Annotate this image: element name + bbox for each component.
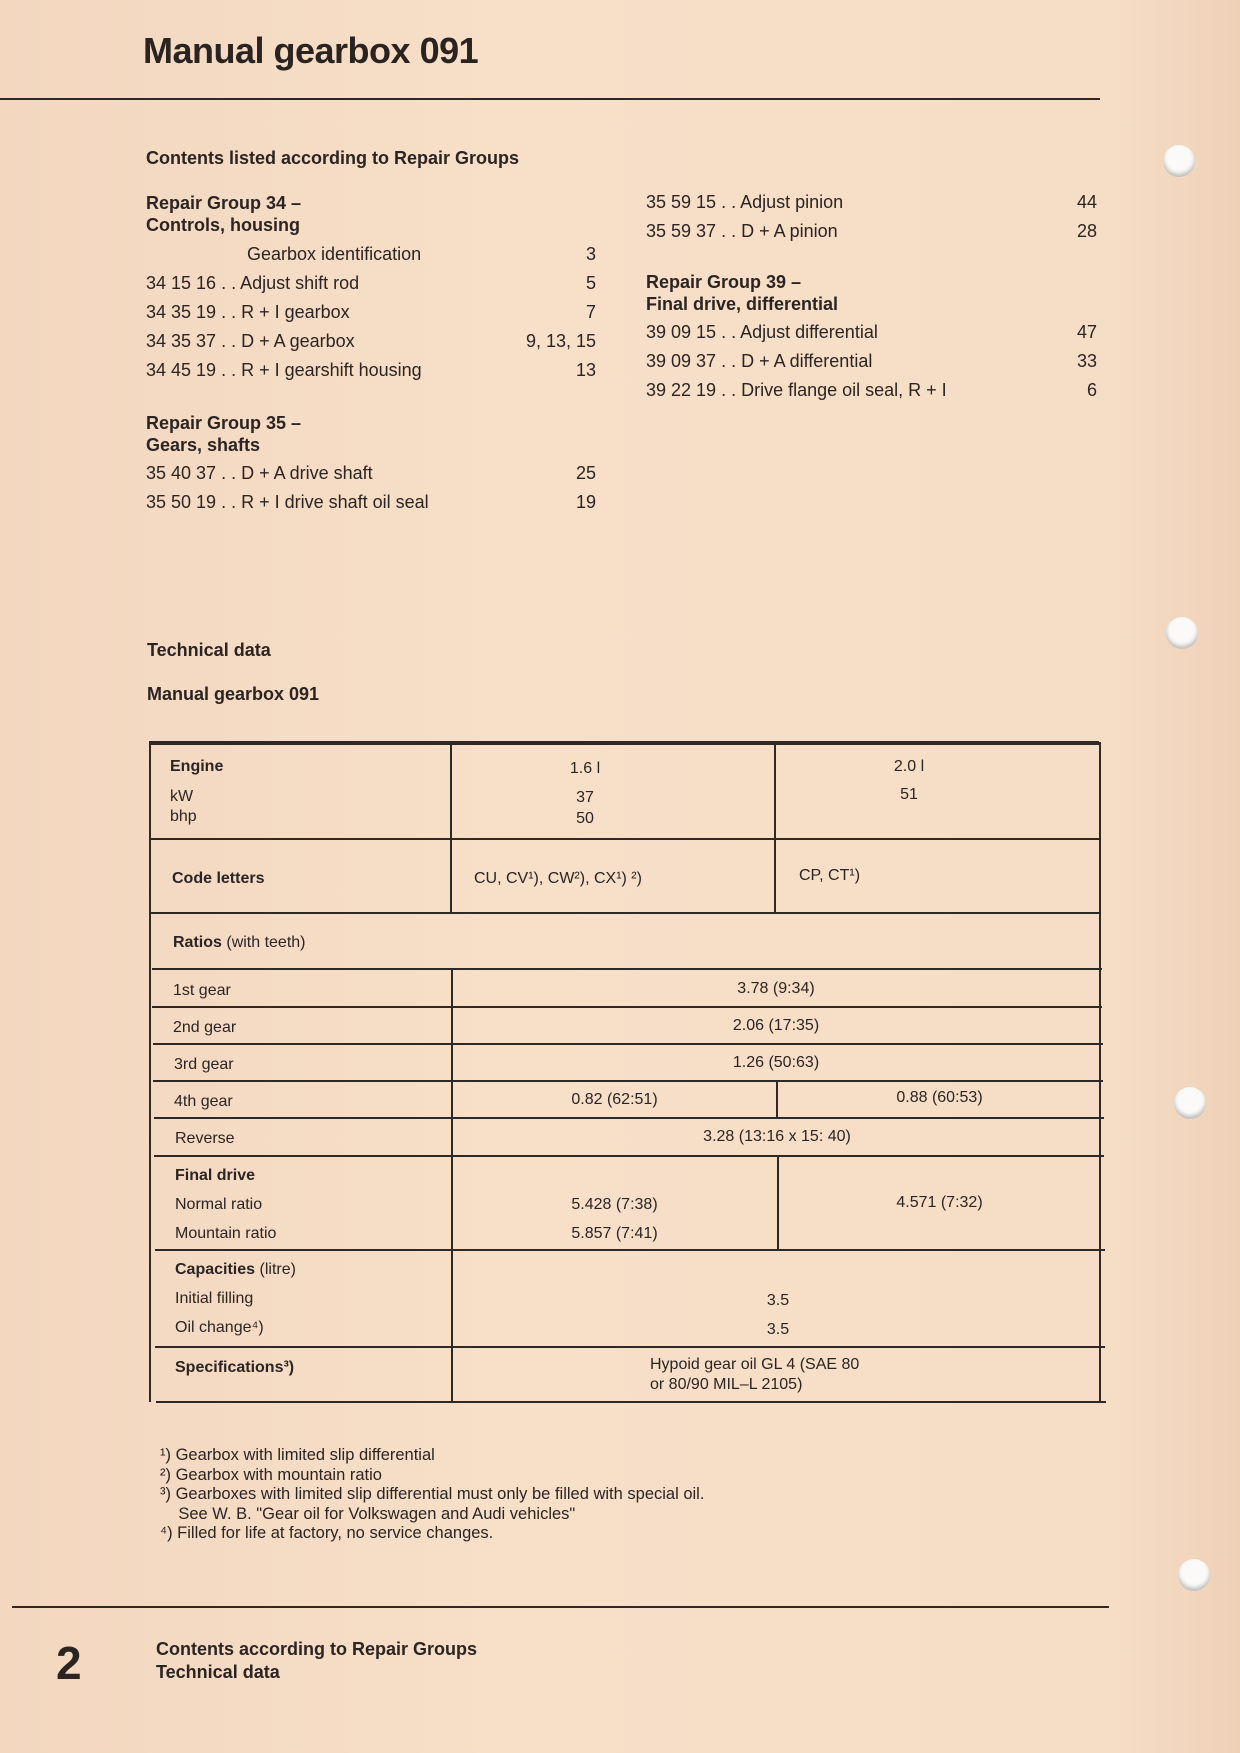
footnote: ⁴) Filled for life at factory, no service changes.	[160, 1524, 494, 1542]
normal-ratio-label: Normal ratio	[175, 1196, 263, 1213]
spec-line1: Hypoid gear oil GL 4 (SAE 80	[650, 1356, 860, 1373]
mountain-ratio-label: Mountain ratio	[175, 1225, 277, 1242]
group-34-title: Repair Group 34 – Controls, housing	[146, 193, 302, 235]
page-ref: 7	[585, 302, 596, 322]
initial-filling-label: Initial filling	[175, 1290, 254, 1307]
engine-a: 1.6 l	[569, 760, 601, 777]
code-label: Code letters	[172, 870, 265, 887]
gear2-value: 2.06 (17:35)	[732, 1017, 820, 1034]
page-ref: 13	[575, 360, 596, 380]
contents-item: 39 22 19 . . Drive flange oil seal, R + I	[646, 380, 947, 400]
kw-label: kW	[170, 788, 194, 805]
gear3-label: 3rd gear	[174, 1056, 234, 1073]
gear4-a: 0.82 (62:51)	[571, 1091, 658, 1108]
initial-filling-value: 3.5	[766, 1292, 790, 1309]
gear1-label: 1st gear	[173, 982, 231, 999]
spec-line2: or 80/90 MIL–L 2105)	[650, 1376, 803, 1393]
gear1-value: 3.78 (9:34)	[737, 980, 815, 997]
page-ref: 19	[575, 492, 596, 512]
code-a: CU, CV¹), CW²), CX¹) ²)	[474, 870, 642, 887]
engine-b: 2.0 l	[893, 758, 925, 775]
contents-heading: Contents listed according to Repair Groups	[146, 148, 520, 168]
footnote: ²) Gearbox with mountain ratio	[160, 1465, 382, 1484]
bhp-a: 50	[576, 810, 594, 827]
footnote: ¹) Gearbox with limited slip differential	[160, 1446, 435, 1464]
contents-item: Gearbox identification	[247, 244, 422, 264]
contents-item: 39 09 15 . . Adjust differential	[646, 322, 878, 342]
footnote: ³) Gearboxes with limited slip differential must only be filled with special oil.	[160, 1485, 705, 1503]
gear4-label: 4th gear	[174, 1093, 233, 1110]
contents-item: 34 35 37 . . D + A gearbox	[146, 331, 355, 351]
oil-change-value: 3.5	[766, 1321, 790, 1338]
punch-hole	[1166, 617, 1198, 649]
page-ref: 28	[1076, 221, 1097, 241]
footnotes	[160, 1446, 704, 1544]
footer-rule	[12, 1606, 1109, 1608]
contents-item: 35 50 19 . . R + I drive shaft oil seal	[146, 492, 429, 512]
reverse-value: 3.28 (13:16 x 15: 40)	[703, 1128, 851, 1145]
punch-hole	[1174, 1087, 1206, 1119]
page-ref: 6	[1086, 380, 1097, 400]
contents-item: 35 40 37 . . D + A drive shaft	[146, 463, 373, 483]
specifications-label: Specifications³)	[175, 1359, 295, 1376]
gear2-label: 2nd gear	[173, 1019, 237, 1036]
reverse-label: Reverse	[175, 1130, 235, 1147]
bhp-label: bhp	[170, 808, 197, 825]
footnote: See W. B. "Gear oil for Volkswagen and Audi vehicles"	[160, 1504, 576, 1523]
normal-ratio-value: 5.428 (7:38)	[571, 1196, 658, 1213]
contents-item: 34 15 16 . . Adjust shift rod	[146, 273, 360, 293]
contents-item: 35 59 37 . . D + A pinion	[646, 221, 838, 241]
page-ref: 25	[575, 463, 596, 483]
technical-subheading: Manual gearbox 091	[147, 684, 320, 704]
punch-hole	[1178, 1559, 1210, 1591]
kw-a: 37	[576, 789, 594, 806]
ratios-heading: Ratios (with teeth)	[173, 934, 306, 951]
final-drive-b: 4.571 (7:32)	[896, 1194, 983, 1211]
group-39-title: Repair Group 39 – Final drive, differential	[646, 272, 839, 314]
kw-b: 51	[900, 786, 918, 803]
technical-heading: Technical data	[147, 640, 271, 660]
page-ref: 33	[1076, 351, 1097, 371]
final-drive-label: Final drive	[175, 1167, 256, 1184]
code-b: CP, CT¹)	[799, 867, 861, 884]
page-ref: 44	[1076, 192, 1097, 212]
contents-item: 34 45 19 . . R + I gearshift housing	[146, 360, 422, 380]
group-35-title: Repair Group 35 – Gears, shafts	[146, 413, 302, 455]
contents-item: 39 09 37 . . D + A differential	[646, 351, 873, 371]
page-ref: 5	[585, 273, 596, 293]
engine-label: Engine	[170, 758, 224, 775]
page-ref: 3	[585, 244, 596, 264]
page-number: 2	[56, 1637, 82, 1689]
footer-text: Contents according to Repair Groups Technical data	[156, 1639, 478, 1682]
contents-item: 34 35 19 . . R + I gearbox	[146, 302, 350, 322]
contents-item: 35 59 15 . . Adjust pinion	[646, 192, 844, 212]
gear3-value: 1.26 (50:63)	[732, 1054, 820, 1071]
page-ref: 47	[1076, 322, 1097, 342]
page-title: Manual gearbox 091	[143, 30, 479, 71]
capacities-heading: Capacities (litre)	[175, 1261, 296, 1278]
header-rule	[0, 98, 1100, 100]
oil-change-label: Oil change⁴)	[175, 1319, 264, 1336]
punch-hole	[1163, 145, 1195, 177]
page-ref: 9, 13, 15	[525, 331, 596, 351]
mountain-ratio-value: 5.857 (7:41)	[571, 1225, 658, 1242]
gear4-b: 0.88 (60:53)	[896, 1089, 983, 1106]
